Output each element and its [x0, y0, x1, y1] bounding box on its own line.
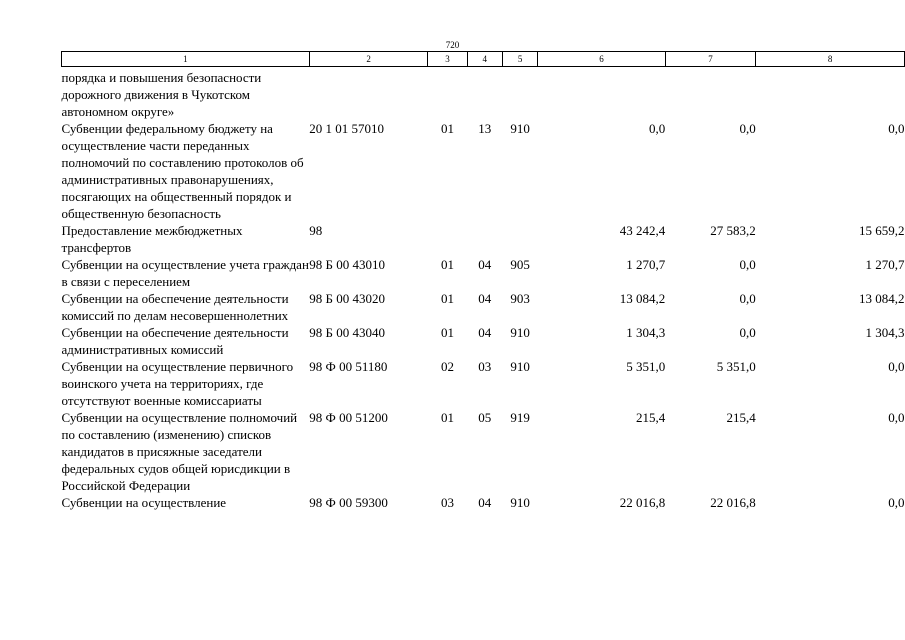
- cell-subsection: 04: [478, 291, 492, 306]
- cell-subsection: [467, 222, 502, 256]
- header-col-3: 3: [428, 52, 467, 67]
- cell-regional: 1 270,7: [865, 257, 905, 272]
- header-col-5: 5: [502, 52, 537, 67]
- header-col-6: 6: [538, 52, 665, 67]
- cell-section: 01: [441, 257, 455, 272]
- cell-name: Предоставление межбюджетных трансфертов: [61, 223, 243, 255]
- cell-subsection: 13: [478, 121, 492, 136]
- cell-code: 98 Б 00 43040: [309, 325, 386, 340]
- cell-federal: 0,0: [739, 325, 756, 340]
- cell-name: Субвенции на обеспечение деятельности комиссий по делам несовершеннолетних: [61, 291, 289, 323]
- cell-federal: [665, 67, 756, 121]
- cell-section: [428, 222, 467, 256]
- cell-code: 98 Ф 00 59300: [309, 495, 388, 510]
- cell-total: [538, 67, 665, 121]
- header-col-7: 7: [665, 52, 756, 67]
- cell-section: 01: [441, 291, 455, 306]
- table-row: [62, 324, 905, 358]
- cell-name: порядка и повышения безопасности дорожного движения в Чукотском автономном округе»: [61, 70, 262, 119]
- cell-grbs: 903: [510, 291, 530, 306]
- table-body: [62, 67, 905, 512]
- header-col-2: 2: [309, 52, 428, 67]
- cell-total: 215,4: [635, 410, 666, 425]
- cell-total: 13 084,2: [619, 291, 666, 306]
- cell-code: [309, 67, 428, 121]
- cell-total: 5 351,0: [626, 359, 666, 374]
- table-row: [62, 494, 905, 511]
- cell-name: Субвенции на обеспечение деятельности административных комиссий: [61, 325, 289, 357]
- table-row: [62, 222, 905, 256]
- table-row: [62, 67, 905, 121]
- header-col-1: 1: [62, 52, 310, 67]
- budget-table: [61, 51, 905, 511]
- cell-name: Субвенции на осуществление учета граждан в связи с переселением: [61, 257, 309, 289]
- cell-grbs: 919: [510, 410, 530, 425]
- cell-grbs: 910: [510, 121, 530, 136]
- cell-grbs: 905: [510, 257, 530, 272]
- cell-federal: 215,4: [726, 410, 756, 425]
- cell-regional: 15 659,2: [859, 223, 905, 238]
- cell-section: 01: [441, 121, 455, 136]
- cell-regional: 0,0: [888, 495, 905, 510]
- table-row: [62, 409, 905, 494]
- header-row: [62, 52, 905, 67]
- cell-name: Субвенции на осуществление полномочий по составлению (изменению) списков кандидатов в присяжные заседатели федеральных судов общей юрисдикции в Российской Федерации: [61, 410, 298, 493]
- cell-code: 20 1 01 57010: [309, 121, 385, 136]
- cell-subsection: 03: [478, 359, 492, 374]
- table-row: [62, 256, 905, 290]
- cell-federal: 0,0: [739, 257, 756, 272]
- cell-federal: 0,0: [739, 121, 756, 136]
- cell-section: 02: [441, 359, 455, 374]
- cell-name: Субвенции федеральному бюджету на осуществление части переданных полномочий по составлению протоколов об административных правонарушениях, посягающих на общественный порядок и общественную безопасность: [61, 121, 304, 221]
- cell-total: 0,0: [648, 121, 666, 136]
- cell-grbs: 910: [510, 495, 530, 510]
- cell-subsection: 04: [478, 257, 492, 272]
- cell-section: 01: [441, 410, 455, 425]
- cell-code: 98 Ф 00 51200: [309, 410, 388, 425]
- cell-grbs: 910: [510, 325, 530, 340]
- cell-federal: 0,0: [739, 291, 756, 306]
- cell-subsection: 05: [478, 410, 492, 425]
- cell-regional: 1 304,3: [865, 325, 905, 340]
- cell-code: 98 Б 00 43010: [309, 257, 386, 272]
- cell-total: 1 304,3: [626, 325, 666, 340]
- cell-name: Субвенции на осуществление: [61, 495, 227, 510]
- table-row: [62, 290, 905, 324]
- cell-total: 22 016,8: [619, 495, 666, 510]
- cell-total: 43 242,4: [619, 223, 666, 238]
- cell-grbs: 910: [510, 359, 530, 374]
- cell-grbs: [502, 222, 537, 256]
- cell-federal: 22 016,8: [710, 495, 756, 510]
- cell-subsection: 04: [478, 325, 492, 340]
- cell-total: 1 270,7: [626, 257, 666, 272]
- cell-subsection: [467, 67, 502, 121]
- cell-grbs: [502, 67, 537, 121]
- cell-regional: 0,0: [888, 410, 905, 425]
- cell-name: Субвенции на осуществление первичного воинского учета на территориях, где отсутствуют военные комиссариаты: [61, 359, 294, 408]
- cell-code: 98 Ф 00 51180: [309, 359, 388, 374]
- cell-code: 98 Б 00 43020: [309, 291, 386, 306]
- header-col-4: 4: [467, 52, 502, 67]
- table-row: [62, 358, 905, 409]
- page-number: 720: [445, 40, 460, 50]
- cell-federal: 5 351,0: [716, 359, 756, 374]
- table-row: [62, 120, 905, 222]
- cell-section: [428, 67, 467, 121]
- cell-federal: 27 583,2: [710, 223, 756, 238]
- cell-section: 03: [441, 495, 455, 510]
- cell-regional: 13 084,2: [859, 291, 905, 306]
- cell-regional: 0,0: [888, 121, 905, 136]
- cell-subsection: 04: [478, 495, 492, 510]
- cell-regional: [756, 67, 905, 121]
- header-col-8: 8: [756, 52, 905, 67]
- cell-regional: 0,0: [888, 359, 905, 374]
- cell-code: 98: [309, 223, 323, 238]
- table-header: [62, 52, 905, 67]
- cell-section: 01: [441, 325, 455, 340]
